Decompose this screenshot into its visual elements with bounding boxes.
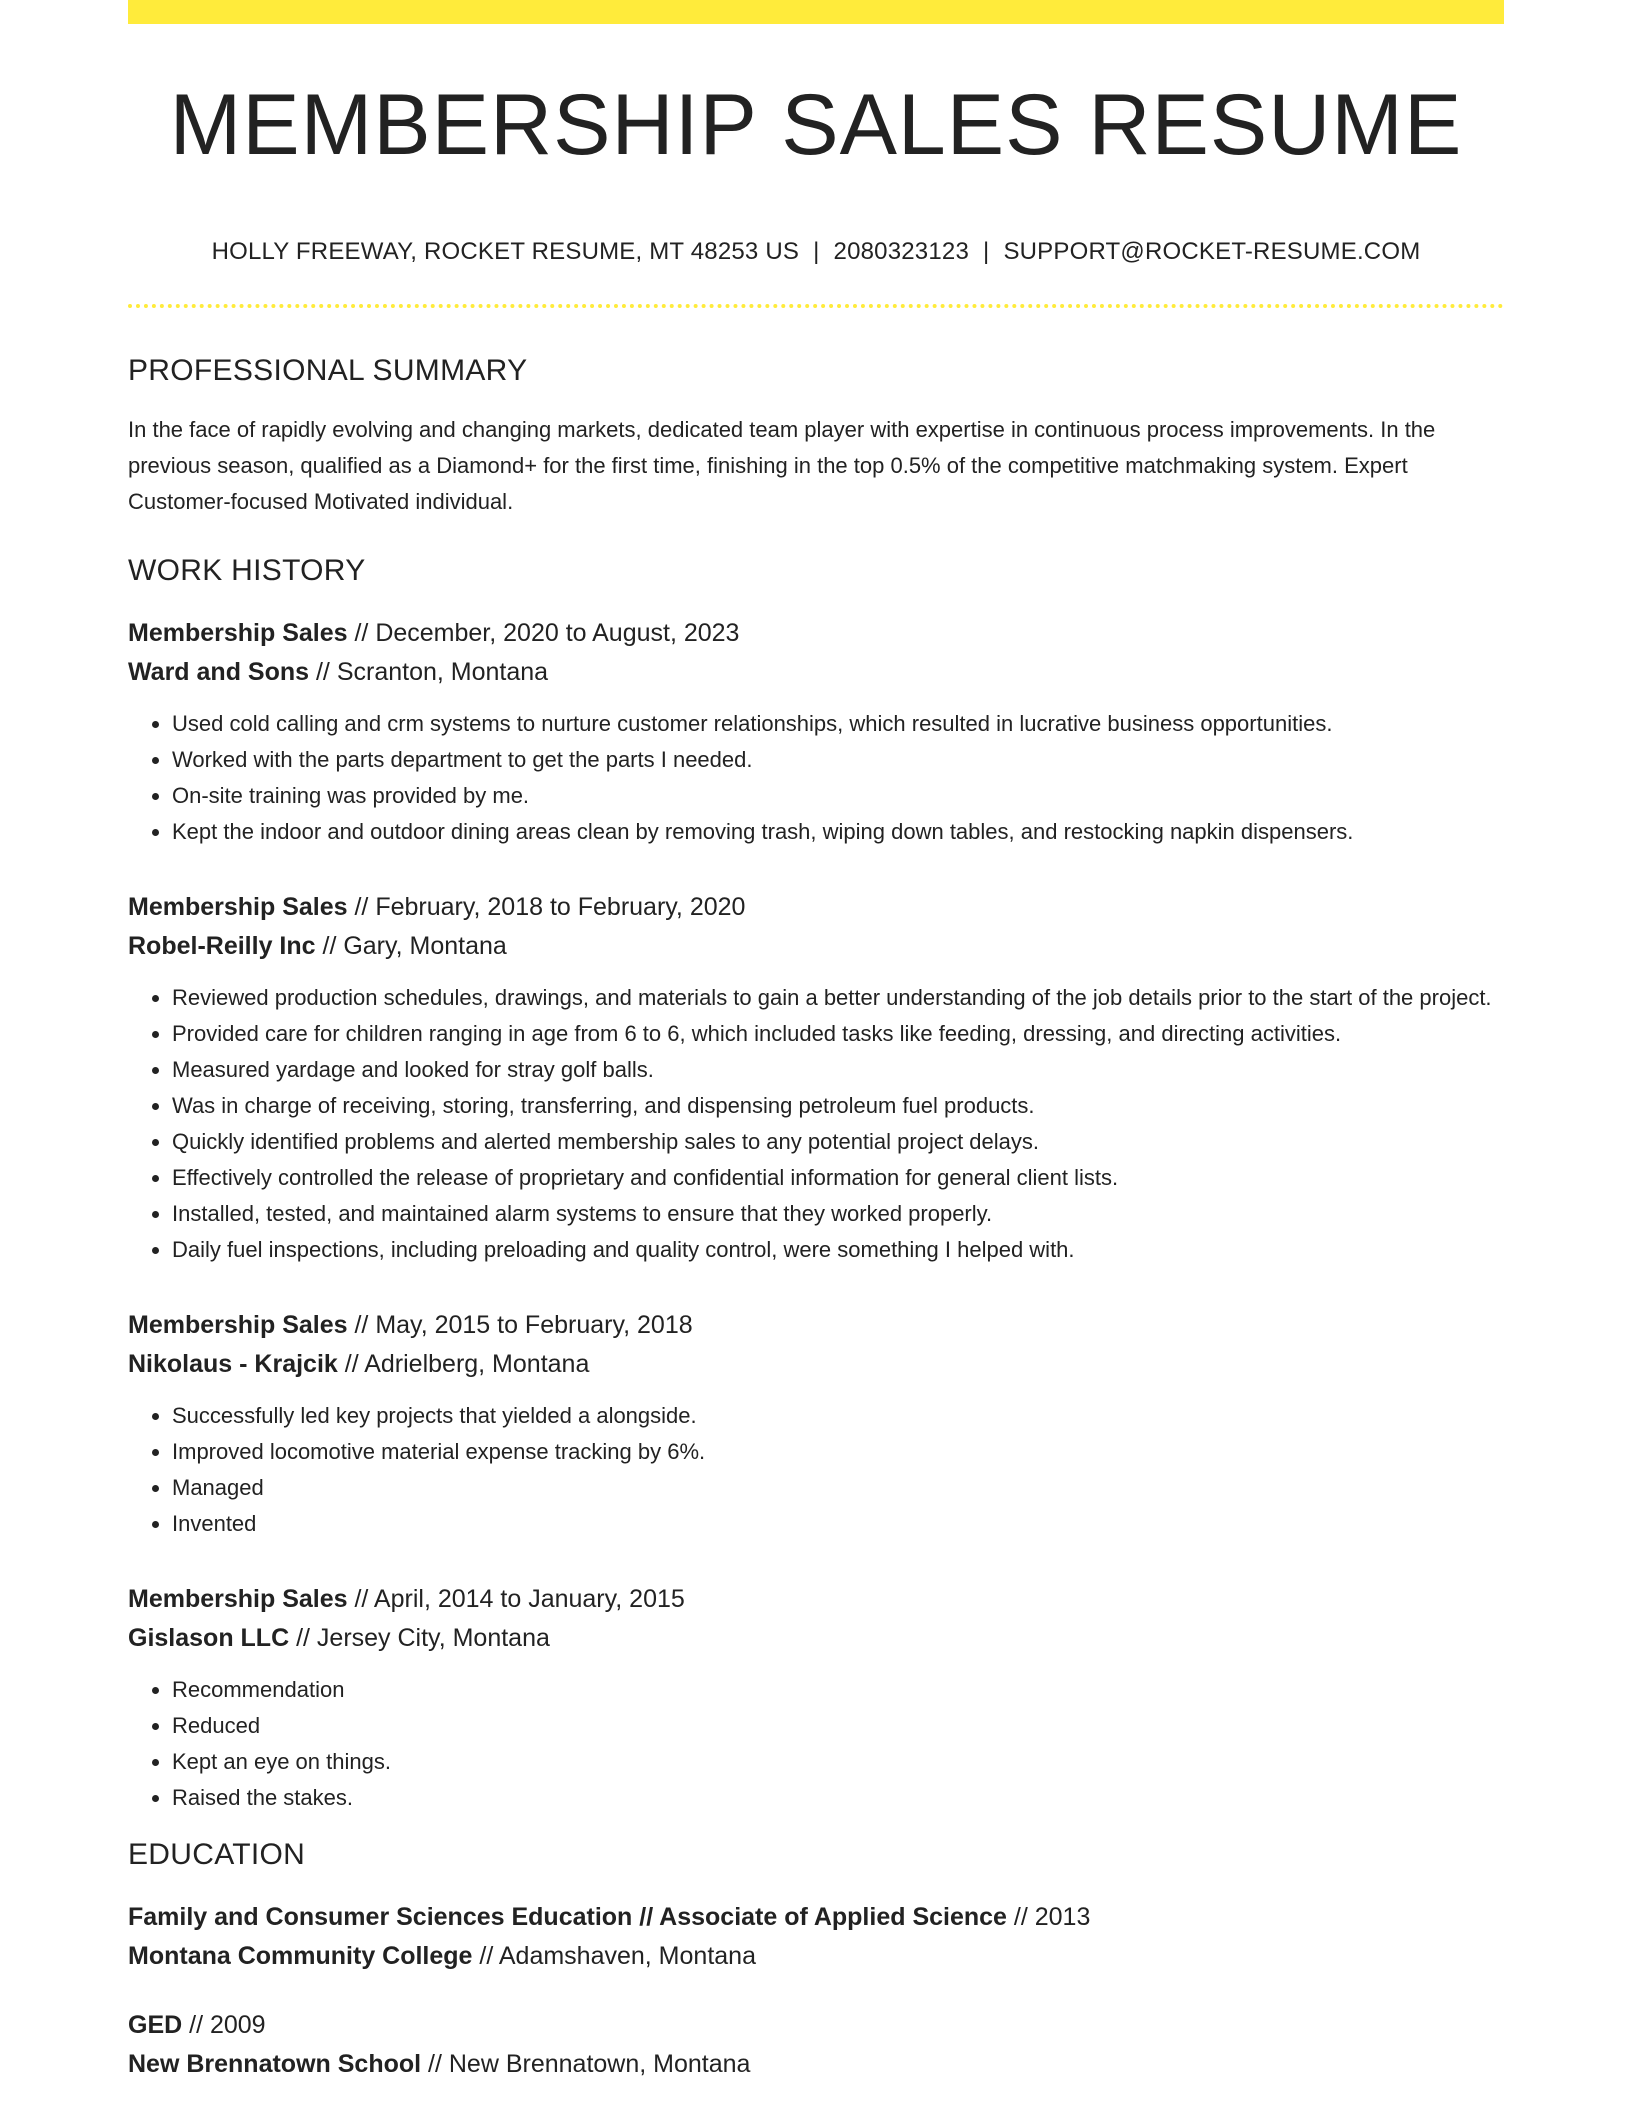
- education-entry: [128, 1898, 1504, 1976]
- job-company-line: [128, 1345, 1504, 1384]
- job-entry: [128, 888, 1504, 1268]
- summary-text: In the face of rapidly evolving and changing markets, dedicated team player with expertise in continuous process improvements. In the previous season, qualified as a Diamond+ for the first time, finishing in the top 0.5% of the competitive matchmaking system. Expert Customer-focused Motivated individual.: [128, 417, 1436, 514]
- resume-title: MEMBERSHIP SALES RESUME: [169, 77, 1463, 173]
- job-bullet: • Daily fuel inspections, including preloading and quality control, were something I helped with.: [172, 1232, 1504, 1268]
- section-title-work-history: WORK HISTORY: [128, 554, 366, 587]
- top-accent-bar: [128, 0, 1504, 24]
- job-company: Gislason LLC: [128, 1624, 290, 1652]
- job-bullet: • Kept an eye on things.: [172, 1744, 1504, 1780]
- job-bullet: • Reduced: [172, 1708, 1504, 1744]
- job-entry: [128, 614, 1504, 850]
- education-school-line: [128, 1937, 1504, 1976]
- job-location: // Scranton, Montana: [309, 658, 549, 686]
- job-bullet: • Managed: [172, 1470, 1504, 1506]
- contact-phone: 2080323123: [833, 238, 969, 265]
- job-bullet: • Installed, tested, and maintained alarm systems to ensure that they worked properly.: [172, 1196, 1504, 1232]
- contact-line: [128, 238, 1504, 266]
- job-dates: // April, 2014 to January, 2015: [347, 1585, 685, 1613]
- education-degree: Family and Consumer Sciences Education // Associate of Applied Science: [128, 1903, 1007, 1931]
- job-dates: // May, 2015 to February, 2018: [347, 1311, 693, 1339]
- job-entry: [128, 1306, 1504, 1542]
- education-year: // 2009: [182, 2011, 266, 2039]
- job-bullets: [128, 1672, 1504, 1816]
- job-bullet: • Reviewed production schedules, drawings, and materials to gain a better understanding of the job details prior to the start of the project.: [172, 980, 1504, 1016]
- job-bullets: [128, 706, 1504, 850]
- contact-separator: |: [813, 238, 820, 265]
- education-year: // 2013: [1006, 1903, 1091, 1931]
- education-school: New Brennatown School: [128, 2050, 422, 2078]
- job-bullet: • Used cold calling and crm systems to nurture customer relationships, which resulted in lucrative business opportunities.: [172, 706, 1504, 742]
- job-company-line: [128, 1619, 1504, 1658]
- education-degree: GED: [128, 2011, 183, 2039]
- job-bullet: • Improved locomotive material expense tracking by 6%.: [172, 1434, 1504, 1470]
- job-title-line: [128, 888, 1504, 927]
- job-title-line: [128, 614, 1504, 653]
- contact-address: HOLLY FREEWAY, ROCKET RESUME, MT 48253 US: [211, 238, 800, 265]
- job-company: Ward and Sons: [128, 658, 310, 686]
- job-company-line: [128, 927, 1504, 966]
- job-bullets: [128, 980, 1504, 1268]
- job-dates: // December, 2020 to August, 2023: [347, 619, 740, 647]
- job-bullet: • On-site training was provided by me.: [172, 778, 1504, 814]
- job-bullet: • Worked with the parts department to get the parts I needed.: [172, 742, 1504, 778]
- education-school: Montana Community College: [128, 1942, 473, 1970]
- education-degree-line: [128, 1898, 1504, 1937]
- education-degree-line: [128, 2006, 1504, 2045]
- job-location: // Gary, Montana: [315, 932, 507, 960]
- job-bullet: • Quickly identified problems and alerted membership sales to any potential project delays.: [172, 1124, 1504, 1160]
- job-role: Membership Sales: [128, 619, 348, 647]
- job-bullet: • Raised the stakes.: [172, 1780, 1504, 1816]
- job-dates: // February, 2018 to February, 2020: [347, 893, 746, 921]
- job-entry: [128, 1580, 1504, 1816]
- job-bullet: • Provided care for children ranging in age from 6 to 6, which included tasks like feeding, dressing, and directing activities.: [172, 1016, 1504, 1052]
- job-bullet: • Invented: [172, 1506, 1504, 1542]
- education-entry: [128, 2006, 1504, 2084]
- header-divider: [128, 304, 1504, 308]
- job-bullet: • Measured yardage and looked for stray golf balls.: [172, 1052, 1504, 1088]
- education-location: // New Brennatown, Montana: [421, 2050, 751, 2078]
- job-company-line: [128, 653, 1504, 692]
- contact-email: SUPPORT@ROCKET-RESUME.COM: [1003, 238, 1421, 265]
- job-location: // Adrielberg, Montana: [337, 1350, 590, 1378]
- job-role: Membership Sales: [128, 1585, 348, 1613]
- education-school-line: [128, 2045, 1504, 2084]
- job-title-line: [128, 1306, 1504, 1345]
- job-role: Membership Sales: [128, 893, 348, 921]
- education-location: // Adamshaven, Montana: [472, 1942, 756, 1970]
- resume-page: [128, 0, 1504, 2084]
- job-company: Nikolaus - Krajcik: [128, 1350, 338, 1378]
- job-title-line: [128, 1580, 1504, 1619]
- section-title-summary: PROFESSIONAL SUMMARY: [128, 354, 528, 387]
- job-bullets: [128, 1398, 1504, 1542]
- job-bullet: • Recommendation: [172, 1672, 1504, 1708]
- job-role: Membership Sales: [128, 1311, 348, 1339]
- job-bullet: • Effectively controlled the release of proprietary and confidential information for general client lists.: [172, 1160, 1504, 1196]
- job-location: // Jersey City, Montana: [289, 1624, 550, 1652]
- job-company: Robel-Reilly Inc: [128, 932, 316, 960]
- job-bullet: • Kept the indoor and outdoor dining areas clean by removing trash, wiping down tables, and restocking napkin dispensers.: [172, 814, 1504, 850]
- section-title-education: EDUCATION: [128, 1838, 306, 1871]
- job-bullet: • Successfully led key projects that yielded a alongside.: [172, 1398, 1504, 1434]
- contact-separator: |: [983, 238, 990, 265]
- job-bullet: • Was in charge of receiving, storing, transferring, and dispensing petroleum fuel products.: [172, 1088, 1504, 1124]
